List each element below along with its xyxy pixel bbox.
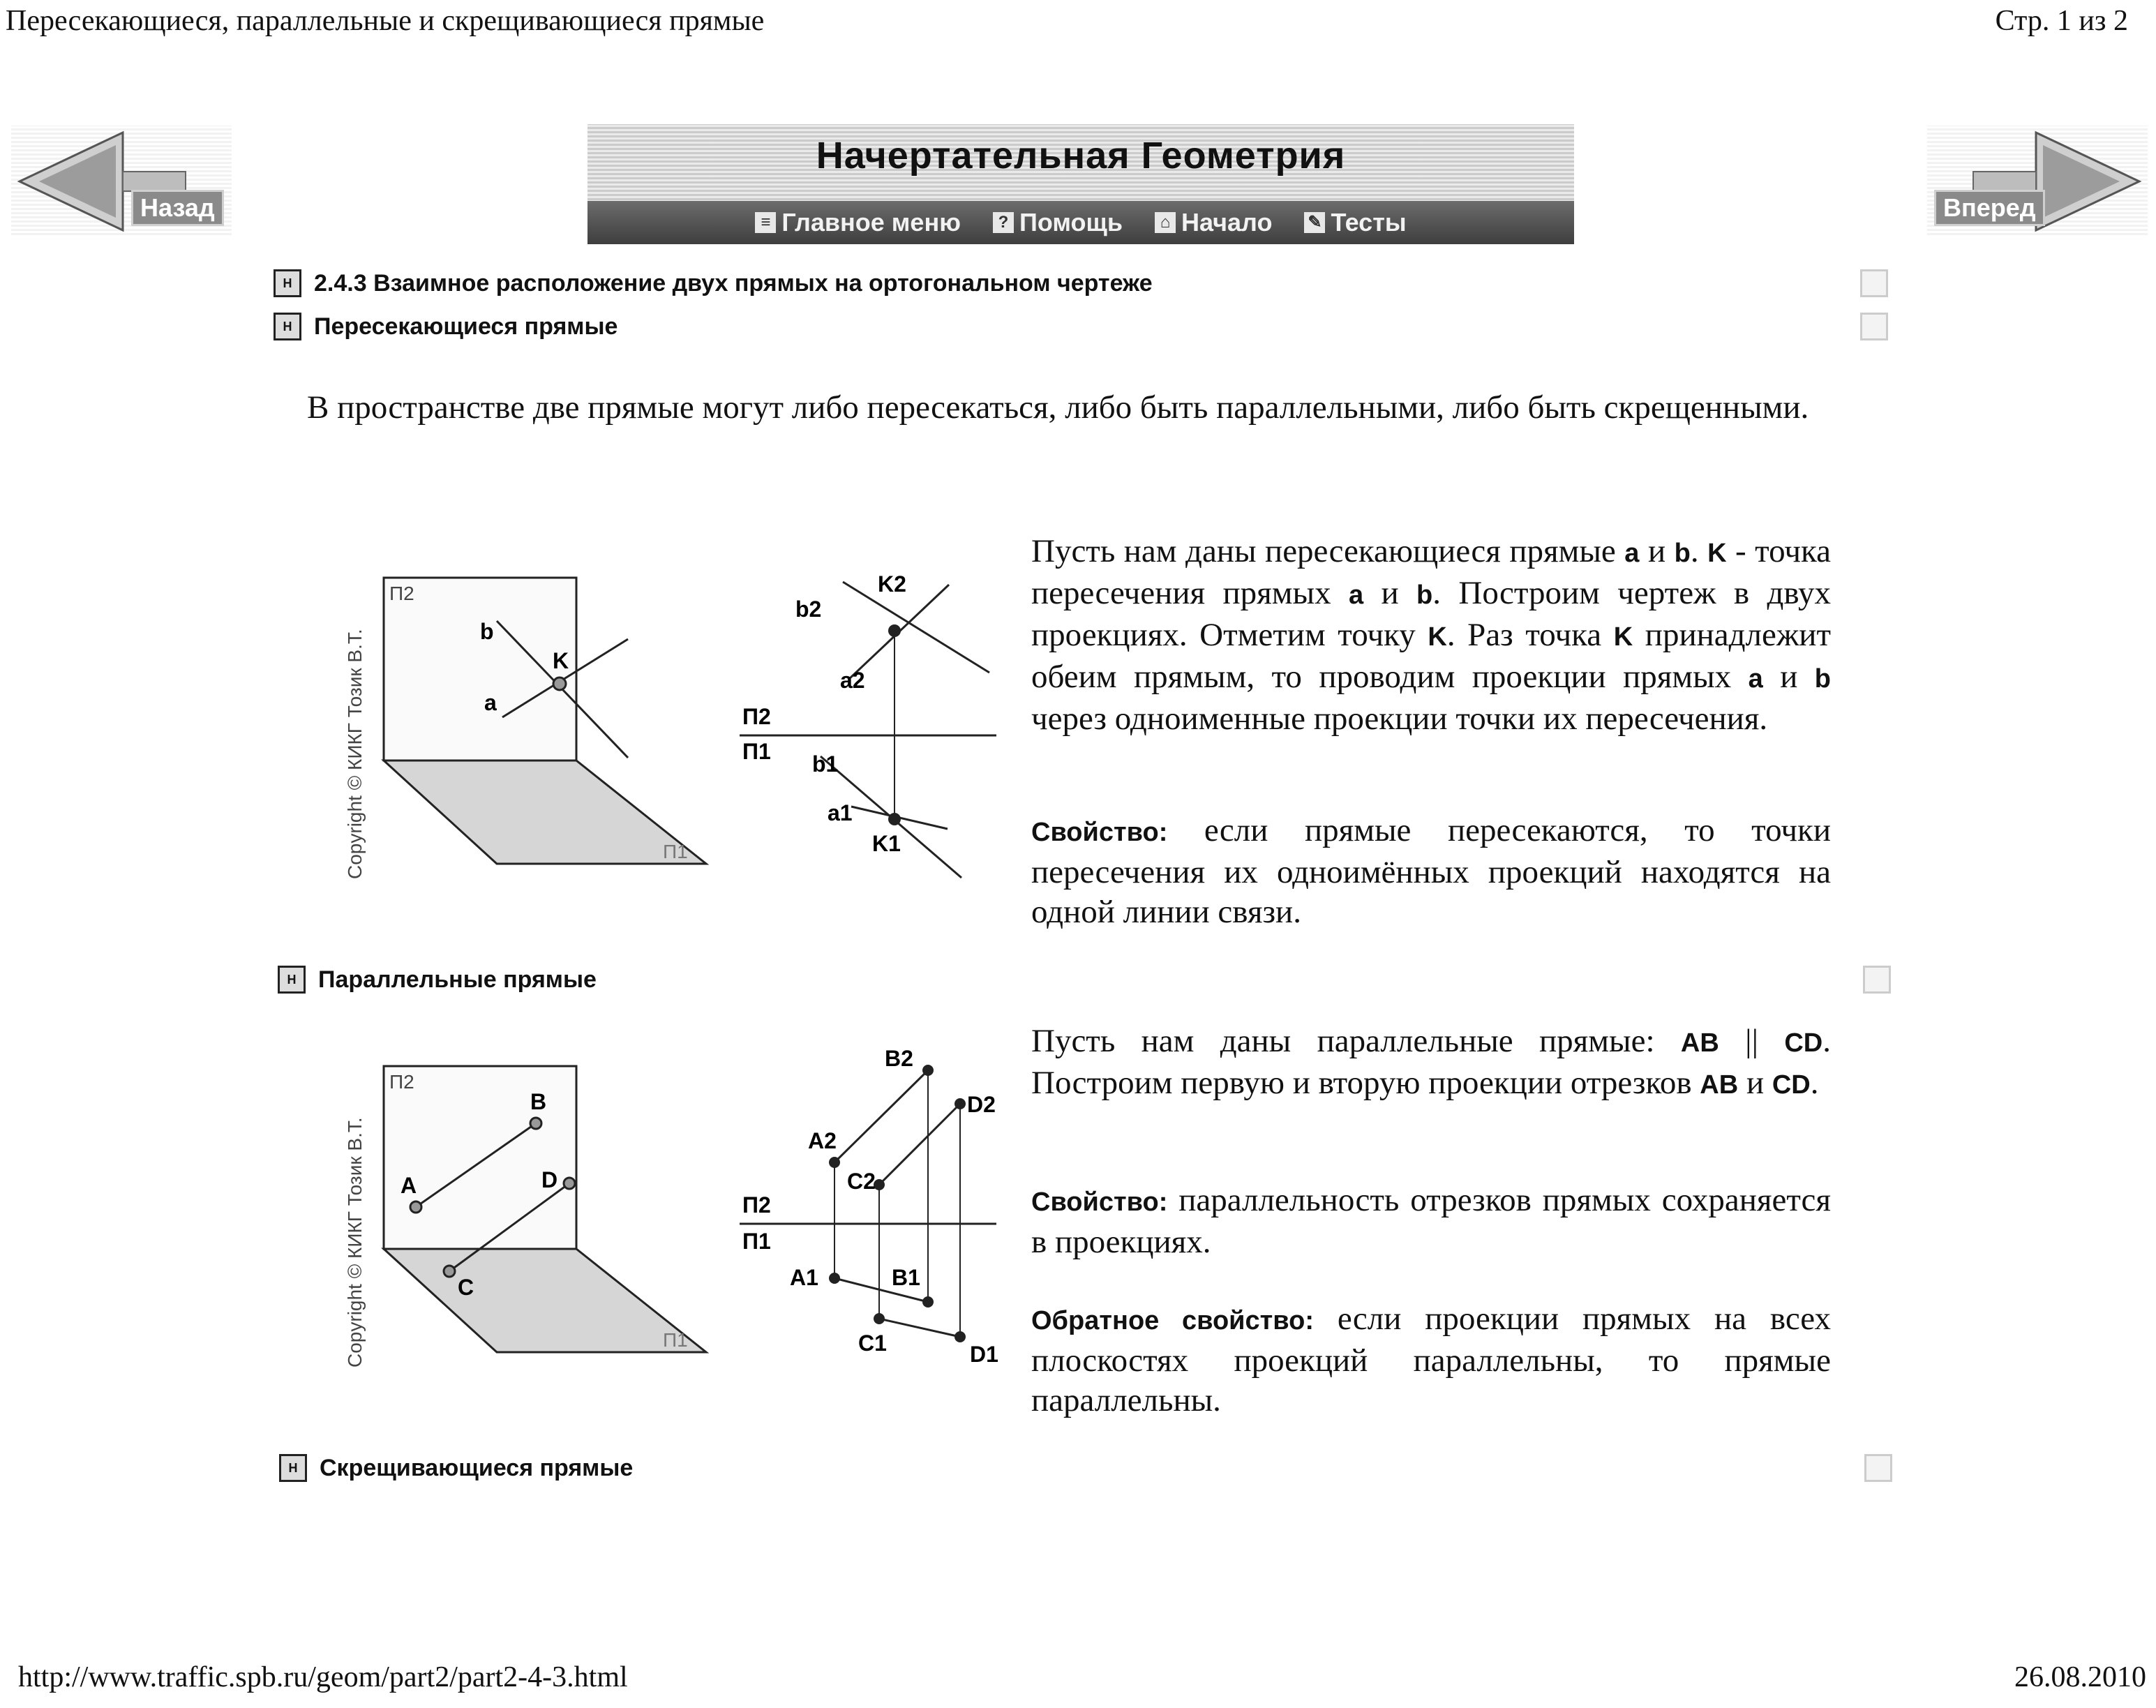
svg-text:C: C [458,1275,474,1300]
collapse-icon[interactable] [1863,966,1891,994]
figure-copyright: Copyright © КИКГ Тозик В.Т. [344,629,366,879]
svg-text:П1: П1 [742,739,771,764]
section-heading-main[interactable] [274,269,1153,297]
figure-parallel [335,1045,1033,1387]
main-menu-bar [587,201,1574,244]
section-heading-intersecting[interactable] [274,313,617,340]
svg-text:П2: П2 [389,583,414,604]
parallel-inverse-property: Обратное свойство: если проекции прямых на всех плоскостях проекций параллельны, то прямые параллельны. [1031,1301,1831,1418]
menu-item-help[interactable] [993,208,1123,237]
home-icon: ⌂ [1155,212,1176,233]
figure-intersecting [335,551,1033,893]
svg-text:b2: b2 [795,597,822,622]
print-header-page: Стр. 1 из 2 [1995,5,2128,37]
svg-text:D: D [541,1167,558,1192]
section-title: 2.4.3 Взаимное расположение двух прямых на ортогональном чертеже [314,269,1153,297]
horizontal-plane [384,1249,706,1352]
point-K1 [888,813,901,825]
collapse-icon[interactable] [1860,313,1888,340]
expand-icon[interactable] [1860,269,1888,297]
svg-text:C1: C1 [858,1331,887,1356]
svg-text:a1: a1 [828,800,853,825]
section-icon: Н [279,1454,307,1482]
section-title: Пересекающиеся прямые [314,313,618,340]
intersecting-paragraph: Пусть нам даны пересекающиеся прямые a и b. K - точка пересечения прямых a и b. Построим чертеж в двух проекциях. Отметим точку K. Раз точка K принадлежит обеим прямым, то проводим проекции прямых a и b через одноименные проекции точки их пересечения. [1031,533,1832,737]
tests-icon: ✎ [1304,212,1325,233]
svg-text:K: K [553,648,569,673]
section-title: Параллельные прямые [318,966,597,993]
forward-label: Вперед [1934,190,2045,226]
svg-text:B: B [530,1089,547,1114]
menu-item-main[interactable] [755,208,961,237]
svg-text:A: A [400,1173,417,1198]
svg-text:b1: b1 [812,751,839,777]
site-banner [587,124,1574,244]
svg-text:B1: B1 [892,1265,920,1290]
section-icon: Н [274,313,301,340]
horizontal-plane [384,761,706,864]
back-button[interactable] [11,126,232,237]
svg-text:K2: K2 [878,571,906,597]
menu-item-label: Главное меню [781,208,961,237]
svg-text:П2: П2 [742,704,771,729]
parallel-property: Свойство: параллельность отрезков прямых сохраняется в проекциях. [1031,1182,1831,1260]
svg-text:П2: П2 [389,1071,414,1093]
menu-item-tests[interactable] [1304,208,1406,237]
section-heading-skew[interactable] [279,1454,633,1482]
print-footer-date: 26.08.2010 [2014,1661,2146,1693]
menu-item-label: Тесты [1331,208,1407,237]
parallel-paragraph: Пусть нам даны параллельные прямые: AB || CD. Построим первую и вторую проекции отрезков AB и CD. [1031,1023,1831,1101]
point-K [553,677,566,690]
forward-button[interactable] [1927,126,2148,237]
intersecting-property: Свойство: если прямые пересекаются, то точки пересечения их одноимённых проекций находятся на одной линии связи. [1031,812,1831,930]
frontal-plane [384,578,576,761]
svg-text:Copyright © КИКГ Тозик В.Т.: Copyright © КИКГ Тозик В.Т. [344,1117,366,1368]
svg-text:a: a [484,690,497,715]
section-icon: Н [278,966,306,994]
print-footer-url: http://www.traffic.spb.ru/geom/part2/part2-4-3.html [18,1661,628,1693]
svg-text:П1: П1 [663,1329,688,1351]
section-title: Скрещивающиеся прямые [320,1454,634,1481]
back-label: Назад [131,190,224,226]
collapse-icon[interactable] [1864,1454,1892,1482]
help-icon: ? [993,212,1014,233]
banner-title: Начертательная Геометрия [816,135,1346,177]
svg-text:П1: П1 [663,841,688,862]
list-icon: ≡ [755,212,776,233]
menu-item-label: Начало [1181,208,1273,237]
svg-text:П2: П2 [742,1192,771,1218]
svg-text:A1: A1 [790,1265,818,1290]
svg-text:A2: A2 [808,1128,837,1153]
svg-text:D2: D2 [967,1092,996,1117]
svg-text:B2: B2 [885,1046,913,1071]
svg-text:C2: C2 [847,1169,876,1194]
print-header-title: Пересекающиеся, параллельные и скрещивающиеся прямые [6,5,765,37]
section-icon: Н [274,269,301,297]
frontal-plane [384,1066,576,1249]
svg-text:K1: K1 [872,831,901,856]
svg-text:D1: D1 [970,1342,998,1367]
menu-item-label: Помощь [1019,208,1123,237]
menu-item-home[interactable] [1155,208,1272,237]
svg-text:П1: П1 [742,1229,771,1254]
svg-text:b: b [480,619,494,644]
svg-text:a2: a2 [840,668,865,693]
intro-paragraph: В пространстве две прямые могут либо пересекаться, либо быть параллельными, либо быть скрещенными. [307,389,1809,426]
section-heading-parallel[interactable] [278,966,597,994]
